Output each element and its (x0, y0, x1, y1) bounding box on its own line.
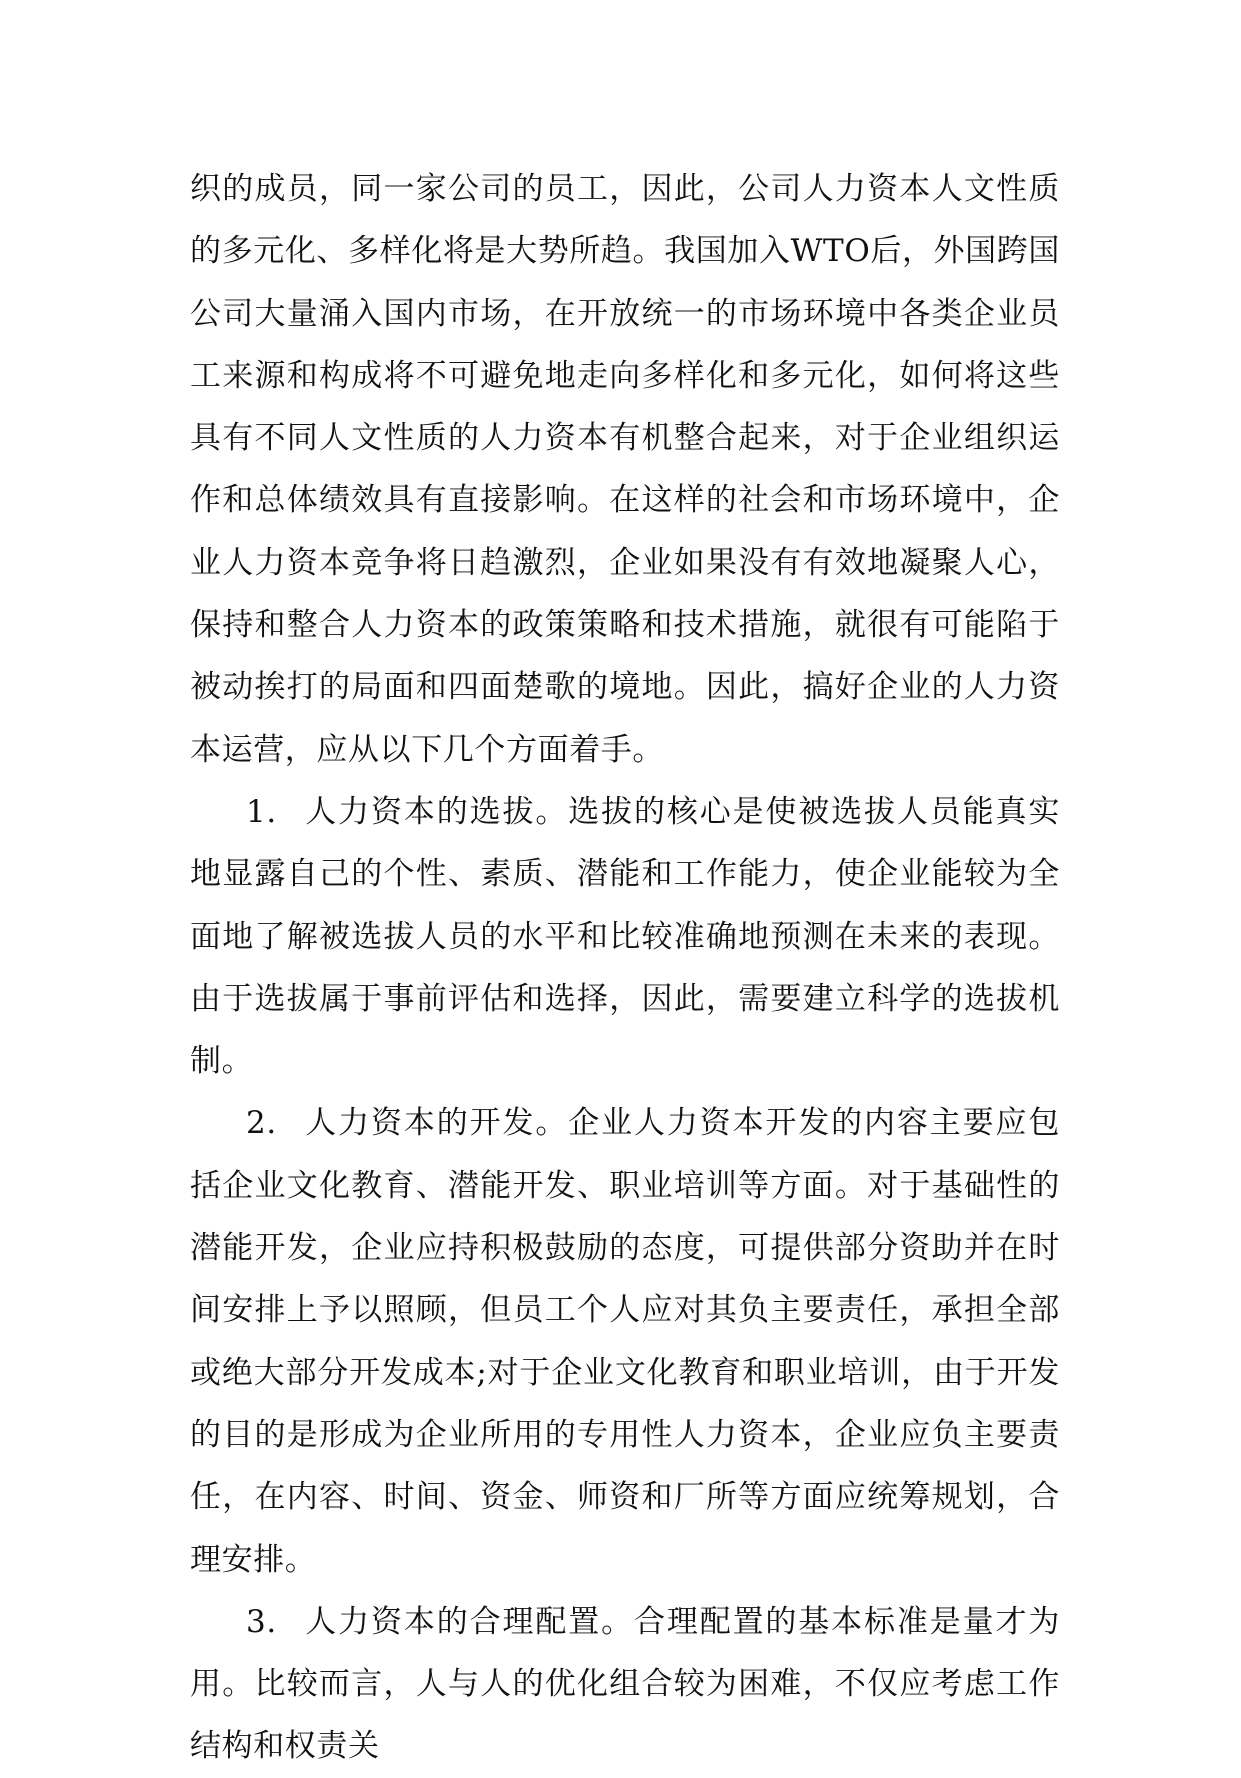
document-body (190, 158, 1060, 1778)
paragraph-text: 人力资本的合理配置。合理配置的基本标准是量才为用。比较而言，人与人的优化组合较为困难，不仅应考虑工作结构和权责关 (190, 1603, 1060, 1765)
list-number: 1. (246, 793, 277, 830)
list-number: 3. (246, 1603, 277, 1640)
list-number: 2. (246, 1105, 277, 1142)
paragraph-text: 人力资本的选拔。选拔的核心是使被选拔人员能真实地显露自己的个性、素质、潜能和工作能力，使企业能较为全面地了解被选拔人员的水平和比较准确地预测在未来的表现。由于选拔属于事前评估和选择，因此，需要建立科学的选拔机制。 (190, 793, 1060, 1080)
paragraph-talent-development (190, 1092, 1060, 1590)
paragraph-talent-selection (190, 781, 1060, 1092)
paragraph-continuation (190, 158, 1060, 781)
paragraph-text: 织的成员，同一家公司的员工，因此，公司人力资本人文性质的多元化、多样化将是大势所趋。我国加入WTO后，外国跨国公司大量涌入国内市场，在开放统一的市场环境中各类企业员工来源和构成将不可避免地走向多样化和多元化，如何将这些具有不同人文性质的人力资本有机整合起来，对于企业组织运作和总体绩效具有直接影响。在这样的社会和市场环境中，企业人力资本竞争将日趋激烈，企业如果没有有效地凝聚人心，保持和整合人力资本的政策策略和技术措施，就很有可能陷于被动挨打的局面和四面楚歌的境地。因此，搞好企业的人力资本运营，应从以下几个方面着手。 (190, 171, 1060, 768)
paragraph-text: 人力资本的开发。企业人力资本开发的内容主要应包括企业文化教育、潜能开发、职业培训等方面。对于基础性的潜能开发，企业应持积极鼓励的态度，可提供部分资助并在时间安排上予以照顾，但员工个人应对其负主要责任，承担全部或绝大部分开发成本;对于企业文化教育和职业培训，由于开发的目的是形成为企业所用的专用性人力资本，企业应负主要责任，在内容、时间、资金、师资和厂所等方面应统筹规划，合理安排。 (190, 1105, 1060, 1578)
paragraph-talent-allocation (190, 1591, 1060, 1778)
